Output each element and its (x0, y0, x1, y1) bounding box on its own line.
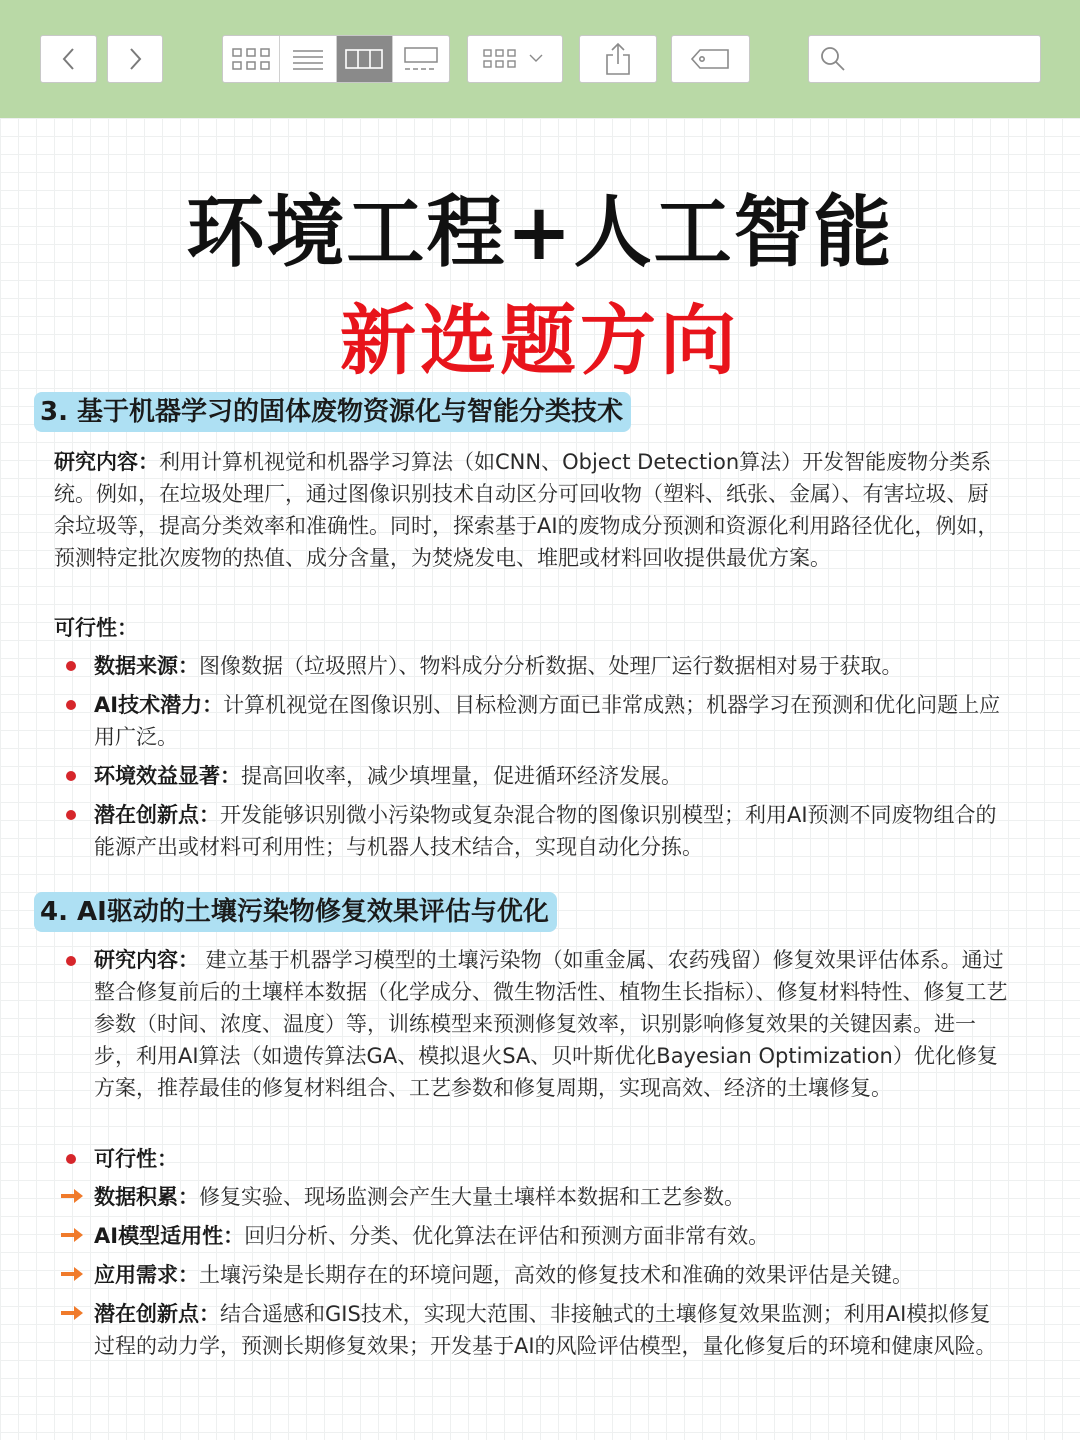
search-input[interactable] (855, 50, 1035, 69)
item-text: 回归分析、分类、优化算法在评估和预测方面非常有效。 (244, 1224, 770, 1248)
section-3-item-4 (94, 799, 1009, 863)
view-mode-switcher (222, 35, 450, 83)
item-label: 环境效益显著： (94, 764, 241, 788)
arrow-right-icon (60, 1304, 84, 1322)
feasibility-label: 可行性： (54, 616, 138, 640)
back-button[interactable] (40, 35, 97, 83)
search-field[interactable] (808, 35, 1041, 83)
column-view-button[interactable] (337, 36, 394, 82)
section-3-item-3 (94, 760, 1009, 792)
item-label: 潜在创新点： (94, 1302, 220, 1326)
item-label: 数据积累： (94, 1185, 199, 1209)
grid-view-icon (231, 46, 271, 72)
forward-button[interactable] (107, 35, 163, 83)
item-text: 修复实验、现场监测会产生大量土壤样本数据和工艺参数。 (199, 1185, 745, 1209)
item-label: 数据来源： (94, 654, 199, 678)
section-4-item-2 (94, 1220, 1009, 1252)
item-label: 应用需求： (94, 1263, 199, 1287)
arrow-right-icon (60, 1265, 84, 1283)
page-subtitle: 新选题方向 (340, 296, 740, 385)
arrow-right-icon (60, 1187, 84, 1205)
section-3-item-2 (94, 689, 1009, 753)
research-label: 研究内容： (54, 450, 159, 474)
item-text: 土壤污染是长期存在的环境问题，高效的修复技术和准确的效果评估是关键。 (199, 1263, 913, 1287)
section-4-item-1 (94, 1181, 1009, 1213)
section-4-feasibility-label (94, 1143, 1009, 1175)
group-by-icon (480, 46, 550, 72)
section-4-item-4 (94, 1298, 1009, 1362)
bullet-icon (66, 700, 76, 710)
arrow-right-icon (60, 1226, 84, 1244)
list-view-icon (291, 47, 325, 71)
item-label: AI模型适用性： (94, 1224, 245, 1248)
column-view-icon (344, 48, 384, 70)
bullet-icon (66, 1154, 76, 1164)
item-label: 潜在创新点： (94, 803, 220, 827)
chevron-left-icon (59, 45, 79, 73)
list-view-button[interactable] (280, 36, 337, 82)
tag-button[interactable] (671, 35, 750, 83)
gallery-view-button[interactable] (393, 36, 449, 82)
grid-view-button[interactable] (223, 36, 280, 82)
bullet-icon (66, 771, 76, 781)
section-3-item-1 (94, 650, 1009, 682)
section-3-feasibility-label (54, 612, 1009, 644)
item-text: 图像数据（垃圾照片）、物料成分分析数据、处理厂运行数据相对易于获取。 (199, 654, 903, 678)
tag-icon (690, 47, 732, 71)
item-text: 开发能够识别微小污染物或复杂混合物的图像识别模型；利用AI预测不同废物组合的能源产出或材料可利用性；与机器人技术结合，实现自动化分拣。 (94, 803, 997, 859)
group-by-button[interactable] (467, 35, 563, 83)
item-text: 提高回收率，减少填埋量，促进循环经济发展。 (241, 764, 682, 788)
section-4-heading: 4. AI驱动的土壤污染物修复效果评估与优化 (34, 892, 557, 932)
chevron-right-icon (125, 45, 145, 73)
bullet-icon (66, 810, 76, 820)
section-4-research (94, 944, 1009, 1104)
bullet-icon (66, 956, 76, 966)
research-label: 研究内容： (94, 948, 199, 972)
search-icon (819, 45, 847, 73)
share-button[interactable] (579, 35, 657, 83)
gallery-view-icon (401, 46, 441, 72)
item-text: 结合遥感和GIS技术，实现大范围、非接触式的土壤修复效果监测；利用AI模拟修复过程的动力学，预测长期修复效果；开发基于AI的风险评估模型，量化修复后的环境和健康风险。 (94, 1302, 997, 1358)
feasibility-label: 可行性： (94, 1147, 178, 1171)
section-4-item-3 (94, 1259, 1009, 1291)
bullet-icon (66, 661, 76, 671)
research-text: 建立基于机器学习模型的土壤污染物（如重金属、农药残留）修复效果评估体系。通过整合修复前后的土壤样本数据（化学成分、微生物活性、植物生长指标）、修复材料特性、修复工艺参数（时间、浓度、温度）等，训练模型来预测修复效率，识别影响修复效果的关键因素。进一步，利用AI算法（如遗传算法GA、模拟退火SA、贝叶斯优化Bayesian Optimization）优化修复方案，推荐最佳的修复材料组合、工艺参数和修复周期，实现高效、经济的土壤修复。 (94, 948, 1008, 1100)
toolbar (0, 0, 1080, 118)
section-3-research (54, 446, 1009, 574)
share-icon (603, 42, 633, 76)
document-page (0, 118, 1080, 1440)
item-text: 计算机视觉在图像识别、目标检测方面已非常成熟；机器学习在预测和优化问题上应用广泛。 (94, 693, 1001, 749)
section-3-heading: 3. 基于机器学习的固体废物资源化与智能分类技术 (34, 392, 631, 432)
item-label: AI技术潜力： (94, 693, 224, 717)
page-title: 环境工程+人工智能 (186, 188, 894, 278)
research-text: 利用计算机视觉和机器学习算法（如CNN、Object Detection算法）开发智能废物分类系统。例如，在垃圾处理厂，通过图像识别技术自动区分可回收物（塑料、纸张、金属）、有害垃圾、厨余垃圾等，提高分类效率和准确性。同时，探索基于AI的废物成分预测和资源化利用路径优化，例如，预测特定批次废物的热值、成分含量，为焚烧发电、堆肥或材料回收提供最优方案。 (54, 450, 999, 570)
